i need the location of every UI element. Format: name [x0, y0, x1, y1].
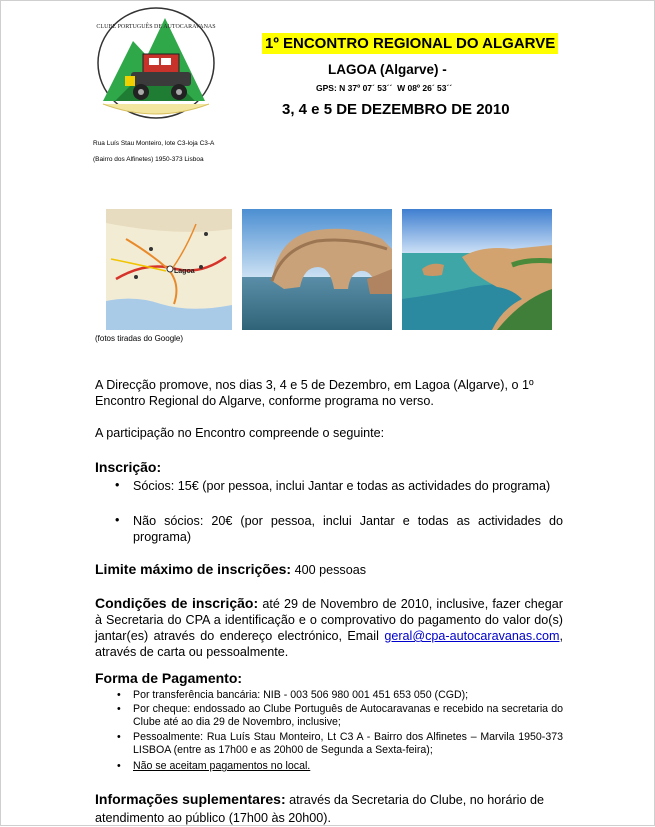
photo-caption: (fotos tiradas do Google): [95, 334, 184, 343]
condicoes-text: até 29 de Novembro de 2010, inclusive, fazer chegar à Secretaria do CPA a identificação e o comprovativo do pagamento do valor do(s) jantar(es) através do endereço electrónico, Email: [95, 597, 564, 643]
event-title: 1º ENCONTRO REGIONAL DO ALGARVE: [262, 33, 558, 54]
club-logo: [95, 6, 217, 121]
informacoes-text: através da Secretaria do Clube, no horário de atendimento ao público (17h00 às 20h00).: [95, 793, 544, 825]
gps-prefix: GPS:: [316, 83, 340, 93]
event-dates: 3, 4 e 5 DE DEZEMBRO DE 2010: [282, 101, 510, 118]
condicoes-text-after: , através de carta ou pessoalmente.: [95, 629, 564, 659]
rock-arch-photo: [242, 209, 392, 330]
bullet-icon: •: [115, 478, 120, 492]
inscricao-item: Sócios: 15€ (por pessoa, inclui Jantar e todas as actividades do programa): [133, 479, 551, 493]
address-line-1: Rua Luís Stau Monteiro, lote C3-loja C3-A: [93, 140, 215, 147]
gps-coordinates: [316, 83, 452, 93]
limite-paragraph: [95, 561, 565, 578]
condicoes-paragraph: [95, 595, 563, 660]
informacoes-heading: Informações suplementares:: [95, 791, 286, 807]
intro-paragraph: A Direcção promove, nos dias 3, 4 e 5 de Dezembro, em Lagoa (Algarve), o 1º Encontro Regional do Algarve, conforme programa no verso.: [95, 378, 534, 408]
coastline-photo: [402, 209, 552, 330]
bullet-icon: •: [117, 760, 121, 772]
participation-paragraph: A participação no Encontro compreende o seguinte:: [95, 426, 385, 440]
pagamento-item: Pessoalmente: Rua Luís Stau Monteiro, Lt C3 A - Bairro dos Alfinetes – Marvila 1950-373 LISBOA (entre as 17h00 e as 20h00 de Segunda a Sexta-feira);: [133, 731, 563, 756]
logo-lettering: CLUBE PORTUGUÊS DE AUTOCARAVANAS: [96, 24, 216, 30]
limite-heading: Limite máximo de inscrições:: [95, 561, 292, 577]
bullet-icon: •: [117, 689, 121, 701]
pagamento-item: Por cheque: endossado ao Clube Português de Autocaravanas e recebido na secretaria do Clube até ao dia 29 de Novembro, inclusive;: [133, 703, 563, 728]
bullet-icon: •: [115, 513, 120, 527]
inscricao-heading: Inscrição:: [95, 459, 162, 475]
map-place-label: Lagoa: [174, 268, 195, 275]
pagamento-heading: Forma de Pagamento:: [95, 670, 243, 686]
email-link[interactable]: geral@cpa-autocaravanas.com: [384, 629, 560, 643]
pagamento-item: Não se aceitam pagamentos no local.: [133, 760, 311, 772]
inscricao-item: Não sócios: 20€ (por pessoa, inclui Jantar e todas as actividades do programa): [133, 514, 563, 544]
gps-west: W 08º 26´ 53´´: [397, 83, 453, 93]
bullet-icon: •: [117, 731, 121, 743]
pagamento-item: Por transferência bancária: NIB - 003 506 980 001 451 653 050 (CGD);: [133, 689, 469, 701]
map-photo: [106, 209, 232, 330]
gps-north: N 37º 07´ 53´´: [339, 83, 393, 93]
informacoes-paragraph: [95, 790, 565, 827]
event-location: LAGOA (Algarve) -: [328, 62, 447, 77]
address-line-2: (Bairro dos Alfinetes) 1950-373 Lisboa: [93, 156, 204, 163]
bullet-icon: •: [117, 703, 121, 715]
limite-value: 400 pessoas: [294, 563, 366, 577]
condicoes-heading: Condições de inscrição:: [95, 595, 259, 611]
